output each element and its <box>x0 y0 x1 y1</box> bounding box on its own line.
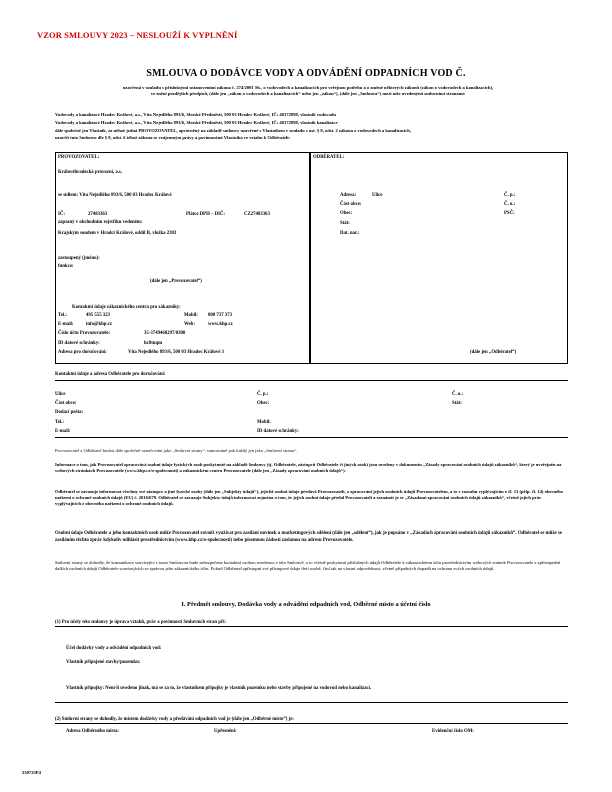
provider-seat-label: se sídlem: <box>58 193 79 198</box>
section-1-question-2: (2) Smluvní strany se dohodly, že místem dodávky vody a předávání odpadních vod je (dále jen „Odběrné místo“) je: <box>55 717 294 722</box>
provider-account-value: 35-3749460297/0300 <box>144 331 186 336</box>
provider-account-label: Číslo účtu Provozovatele: <box>58 331 111 336</box>
provider-register-1: zapsaný v obchodním rejstříku vedeném: <box>58 220 143 225</box>
provider-web-link[interactable]: www.khp.cz <box>208 322 233 327</box>
provider-dic-label: Plátce DPH – DIČ: <box>186 212 226 217</box>
customer-cp-label: Č. p.: <box>504 193 516 198</box>
provider-contact-heading: Kontaktní údaje zákaznického centra pro zákazníky: <box>72 305 181 310</box>
provider-email-link[interactable]: info@khp.cz <box>86 322 112 327</box>
contact-cp-label: Č. p.: <box>257 392 269 397</box>
customer-co-label: Č. o.: <box>504 202 516 207</box>
provider-register-2: Krajským soudem v Hradci Králové, oddíl B, vložka 2383 <box>58 231 177 236</box>
contact-post-label: Dodací pošta: <box>55 410 84 415</box>
contact-divider-bottom <box>55 437 568 438</box>
provider-heading: PROVOZOVATEL: <box>58 155 100 160</box>
provider-address-label: Adresa pro doručování: <box>58 350 107 355</box>
paragraph-communication: Smluvní strany se dohodly, že komunikace související s touto Smlouvou bude zabezpečena kontaktní osobou uvedenou v této Smlouvě, a to včetně poskytnutí příslušných údajů Odběratele k zákaznickému účtu prostřednictvím webových stránek Provozovatele a zpřístupnění dalších osobních údajů Odběratele souvisejících se správou jeho zákaznického účtu. Pokud Odběratel zpřístupní své přístupové údaje třetí osobě, činí tak na vlastní odpovědnost, včetně případných dopadů na ochranu svých osobních údajů. <box>55 560 561 571</box>
provider-name: Královéhradecká provozní, a.s. <box>58 170 123 175</box>
consumption-detail-label: Upřesnění: <box>214 729 237 734</box>
customer-psc-label: PSČ: <box>504 211 515 216</box>
provider-function-label: funkce: <box>58 264 74 269</box>
contact-email-label: E-mail: <box>55 429 71 434</box>
footer-code: 230725P4 <box>22 770 41 775</box>
section-1-title: I. Předmět smlouvy, Dodávka vody a odvádění odpadních vod, Odběrné místo a účetní číslo <box>181 601 431 608</box>
intro-line-2: ve znění pozdějších předpisů, (dále jen „zákon o vodovodech a kanalizacích“ nebo jen „zákon“), (dále jen „Smlouva“) mezi níže uvedenými smluvními stranami: <box>150 91 466 97</box>
owner-line-3: dále společně jen Vlastník, za něhož jedná PROVOZOVATEL, oprávněný na základě smlouvy uzavřené s Vlastníkem v souladu s ust. § 8, odst. 2 zákona o vodovodech a kanalizacích, <box>55 128 412 134</box>
paragraph-subjects: Odběratel se zavazuje informovat všechny své zástupce a jiné fyzické osoby (dále jen „Subjekty údajů“), jejichž osobní údaje předává Provozovateli, o zpracování jejich osobních údajů Provozovatelem, a to v rozsahu vyplývajícím z čl. 13 (příp. čl. 14) obecného nařízení o ochraně osobních údajů (EU) č. 2016/679. Odběratel se zavazuje Subjekty údajů informovat zejména o tom, že jejich osobní údaje předal Provozovateli a seznámit je se „Zásadami zpracování osobních údajů zákazníků“, včetně jejich práv vyplývajících z obecného nařízení o ochraně osobních údajů. <box>55 489 563 507</box>
contact-heading: Kontaktní údaje a adresa Odběratele pro doručování: <box>55 372 166 377</box>
provider-mobile-value: 800 737 373 <box>208 313 232 318</box>
section-1-question-1: (1) Pro účely této smlouvy je úprava vztahů, práv a povinností Smluvních stran při: <box>55 620 227 625</box>
customer-state-label: Stát: <box>340 221 350 226</box>
contact-datebox-label: ID datové schránky: <box>257 429 299 434</box>
section-1-divider-1 <box>55 626 568 627</box>
intro-block <box>68 85 548 97</box>
contact-part-label: Část obce: <box>55 401 77 406</box>
provider-email-label: E-mail: <box>58 322 74 327</box>
provider-represented-label: zastoupený (jméno): <box>58 256 100 261</box>
customer-street-value: Ulice <box>372 193 383 198</box>
contract-title: SMLOUVA O DODÁVCE VODY A ODVÁDĚNÍ ODPADNÍCH VOD Č. <box>146 68 466 79</box>
contact-mobile-label: Mobil: <box>257 420 271 425</box>
customer-box <box>310 152 568 364</box>
customer-part-label: Část obce: <box>340 202 362 207</box>
provider-tel-value: 495 555 323 <box>86 313 110 318</box>
paragraph-marketing: Osobní údaje Odběratele a jeho kontaktních osob může Provozovatel rovněž využívat pro zasílání novinek a marketingových sdělení (dále jen „sdělení“), jak je popsáno v „Zásadách zpracování osobních údajů zákazníků“. Odběratel se může se zasíláním těchto zpráv kdykoliv odhlásit prostřednictvím (www.khp.cz/o-spolecnosti) nebo písemnou žádostí zaslanou na adresu Provozovatele. <box>55 531 563 543</box>
contact-state-label: Stát: <box>452 401 462 406</box>
section-1-divider-2 <box>55 702 568 703</box>
section-1-divider-3 <box>55 723 568 724</box>
contact-divider-top <box>55 380 568 381</box>
customer-heading: ODBĚRATEL: <box>313 155 345 160</box>
provider-address-value: Víta Nejedlého 893/6, 500 03 Hradec Králové 3 <box>128 350 224 355</box>
customer-alias: (dále jen „Odběratel“) <box>470 350 517 355</box>
provider-seat-value: Víta Nejedlého 893/6, 500 03 Hradec Králové <box>79 193 172 198</box>
consumption-number-label: Evidenční číslo OM: <box>432 729 474 734</box>
provider-ico-value: 27483363 <box>88 212 108 217</box>
customer-birth-label: Dat. nar.: <box>340 231 360 236</box>
contact-street-label: Ulice <box>55 392 66 397</box>
provider-datebox-label: ID datové schránky: <box>58 341 100 346</box>
owner-line-4: uzavřít tuto Smlouvu dle § 8, odst. 6 téhož zákona se vzájemným právy a povinnostmi Vlastníka ve vztahu k Odběrateli: <box>55 134 291 140</box>
draft-label: VZOR SMLOUVY 2023 – NESLOUŽÍ K VYPLNĚNÍ <box>37 30 238 40</box>
customer-street-label: Adresa: <box>340 193 357 198</box>
customer-town-label: Obec: <box>340 211 353 216</box>
stavba-owner-label: Vlastník připojené stavby/pozemku: <box>66 660 141 665</box>
paragraph-privacy: Informace o tom, jak Provozovatel zpracovává osobní údaje fyzických osob poskytnuté na základě Smlouvy (tj. Odběratele, zástupců Odběratele či jiných osob) jsou uvedeny v dokumentu „Zásady zpracování osobních údajů zákazníků“, který je uveřejněn na webových stránkách Provozovatele (www.khp.cz/o-spolecnosti) a zákaznickém centru Provozovatele (dále jen „Zásady zpracování osobních údajů“). <box>55 462 562 474</box>
provider-datebox-value: hc8tuqm <box>144 341 163 346</box>
provider-alias: (dále jen „Provozovatel“) <box>150 279 202 284</box>
paragraph-parties: Provozovatel a Odběratel budou dále společně označováni jako „Smluvní strany“, samostatně pak každý jen jako „Smluvní strana“. <box>55 448 298 453</box>
owner-line-2: Vodovody a kanalizace Hradec Králové, a.s., Víta Nejedlého 893/6, Slezské Předměstí, 500 03 Hradec Králové, IČ: 48172898, vlastník kanalizace <box>55 120 338 126</box>
owner-block <box>55 112 565 141</box>
contact-co-label: Č. o.: <box>452 392 464 397</box>
intro-line-1: uzavřená v souladu s příslušnými ustanoveními zákona č. 274/2001 Sb., o vodovodech a kanalizacích pro veřejnou potřebu a o změně některých zákonů (zákon o vodovodech a kanalizacích), <box>122 85 494 90</box>
purpose-label: Účel dodávky vody a odvádění odpadních vod: <box>66 646 162 651</box>
provider-dic-value: CZ27483363 <box>244 212 270 217</box>
contact-town-label: Obec: <box>257 401 270 406</box>
consumption-address-label: Adresa Odběrného místa: <box>66 729 119 734</box>
provider-tel-label: Tel.: <box>58 313 68 318</box>
contact-tel-label: Tel.: <box>55 420 65 425</box>
provider-web-label: Web: <box>184 322 195 327</box>
owner-line-1: Vodovody a kanalizace Hradec Králové, a.s., Víta Nejedlého 893/6, Slezské Předměstí, 500 03 Hradec Králové, IČ: 48172898, vlastník vodovodu <box>55 112 336 117</box>
connection-owner-note: Vlastník připojky: Není-li uvedeno jinak, má se za to, že vlastníkem přípojky je vlastník pozemku nebo stavby připojené na vodovod nebo kanalizaci. <box>66 686 372 691</box>
provider-mobile-label: Mobil: <box>184 313 198 318</box>
provider-ico-label: IČ: <box>58 212 65 217</box>
